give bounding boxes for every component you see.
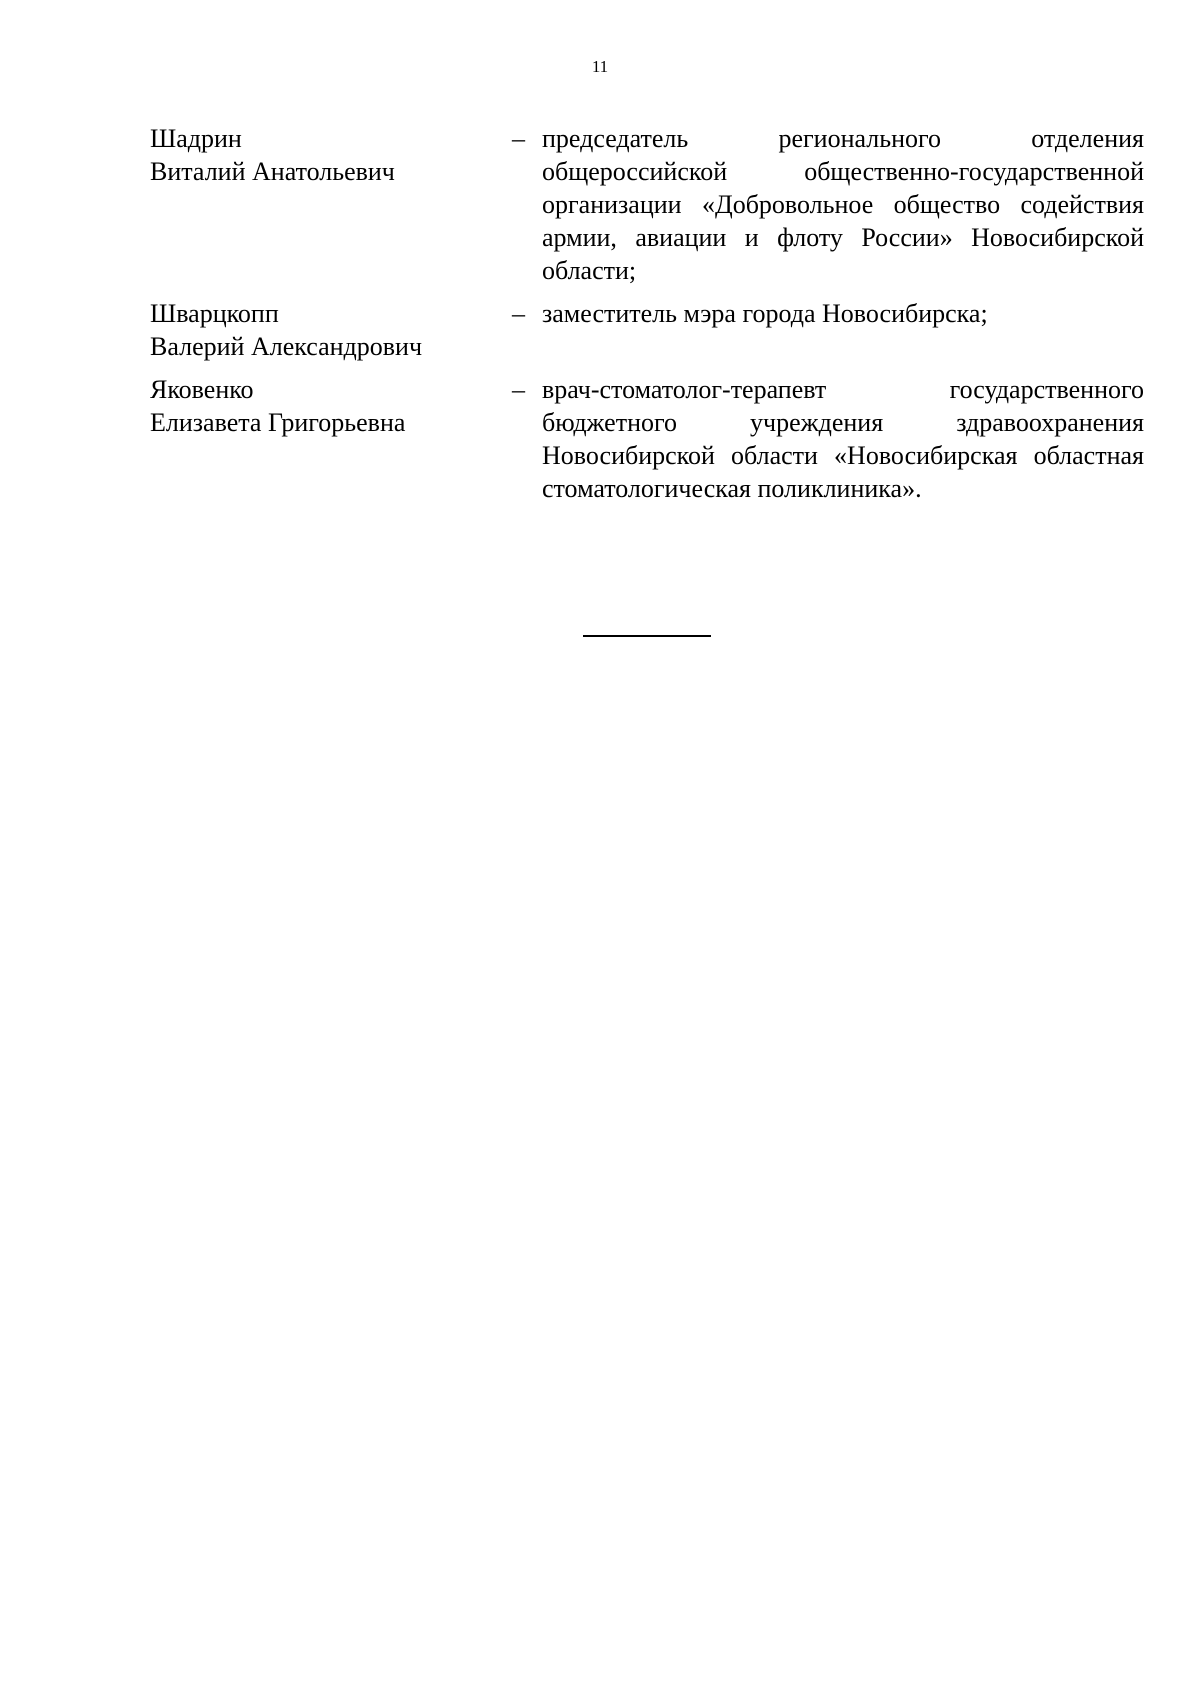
member-row	[150, 373, 1144, 505]
member-role: заместитель мэра города Новосибирска;	[542, 299, 988, 328]
member-row	[150, 122, 1144, 287]
member-role: врач-стоматолог-терапевт государственного бюджетного учреждения здравоохранения Новосибирской области «Новосибирская областная стоматологическая поликлиника».	[542, 375, 1144, 503]
member-surname: Яковенко	[150, 375, 254, 404]
member-surname: Шварцкопп	[150, 299, 279, 328]
page-number: 11	[591, 57, 609, 76]
member-given-names: Елизавета Григорьевна	[150, 408, 406, 437]
dash-separator: –	[512, 375, 525, 404]
dash-separator: –	[512, 299, 525, 328]
member-surname: Шадрин	[150, 124, 242, 153]
member-name	[150, 373, 510, 439]
member-list	[150, 122, 1144, 515]
dash-separator: –	[512, 124, 525, 153]
member-name	[150, 122, 510, 188]
member-role: председатель регионального отделения общероссийской общественно-государственной организации «Добровольное общество содействия армии, авиации и флоту России» Новосибирской области;	[542, 124, 1144, 285]
member-given-names: Валерий Александрович	[150, 332, 423, 361]
member-name	[150, 297, 510, 363]
closing-rule	[583, 635, 711, 637]
member-row	[150, 297, 1144, 363]
member-given-names: Виталий Анатольевич	[150, 157, 395, 186]
